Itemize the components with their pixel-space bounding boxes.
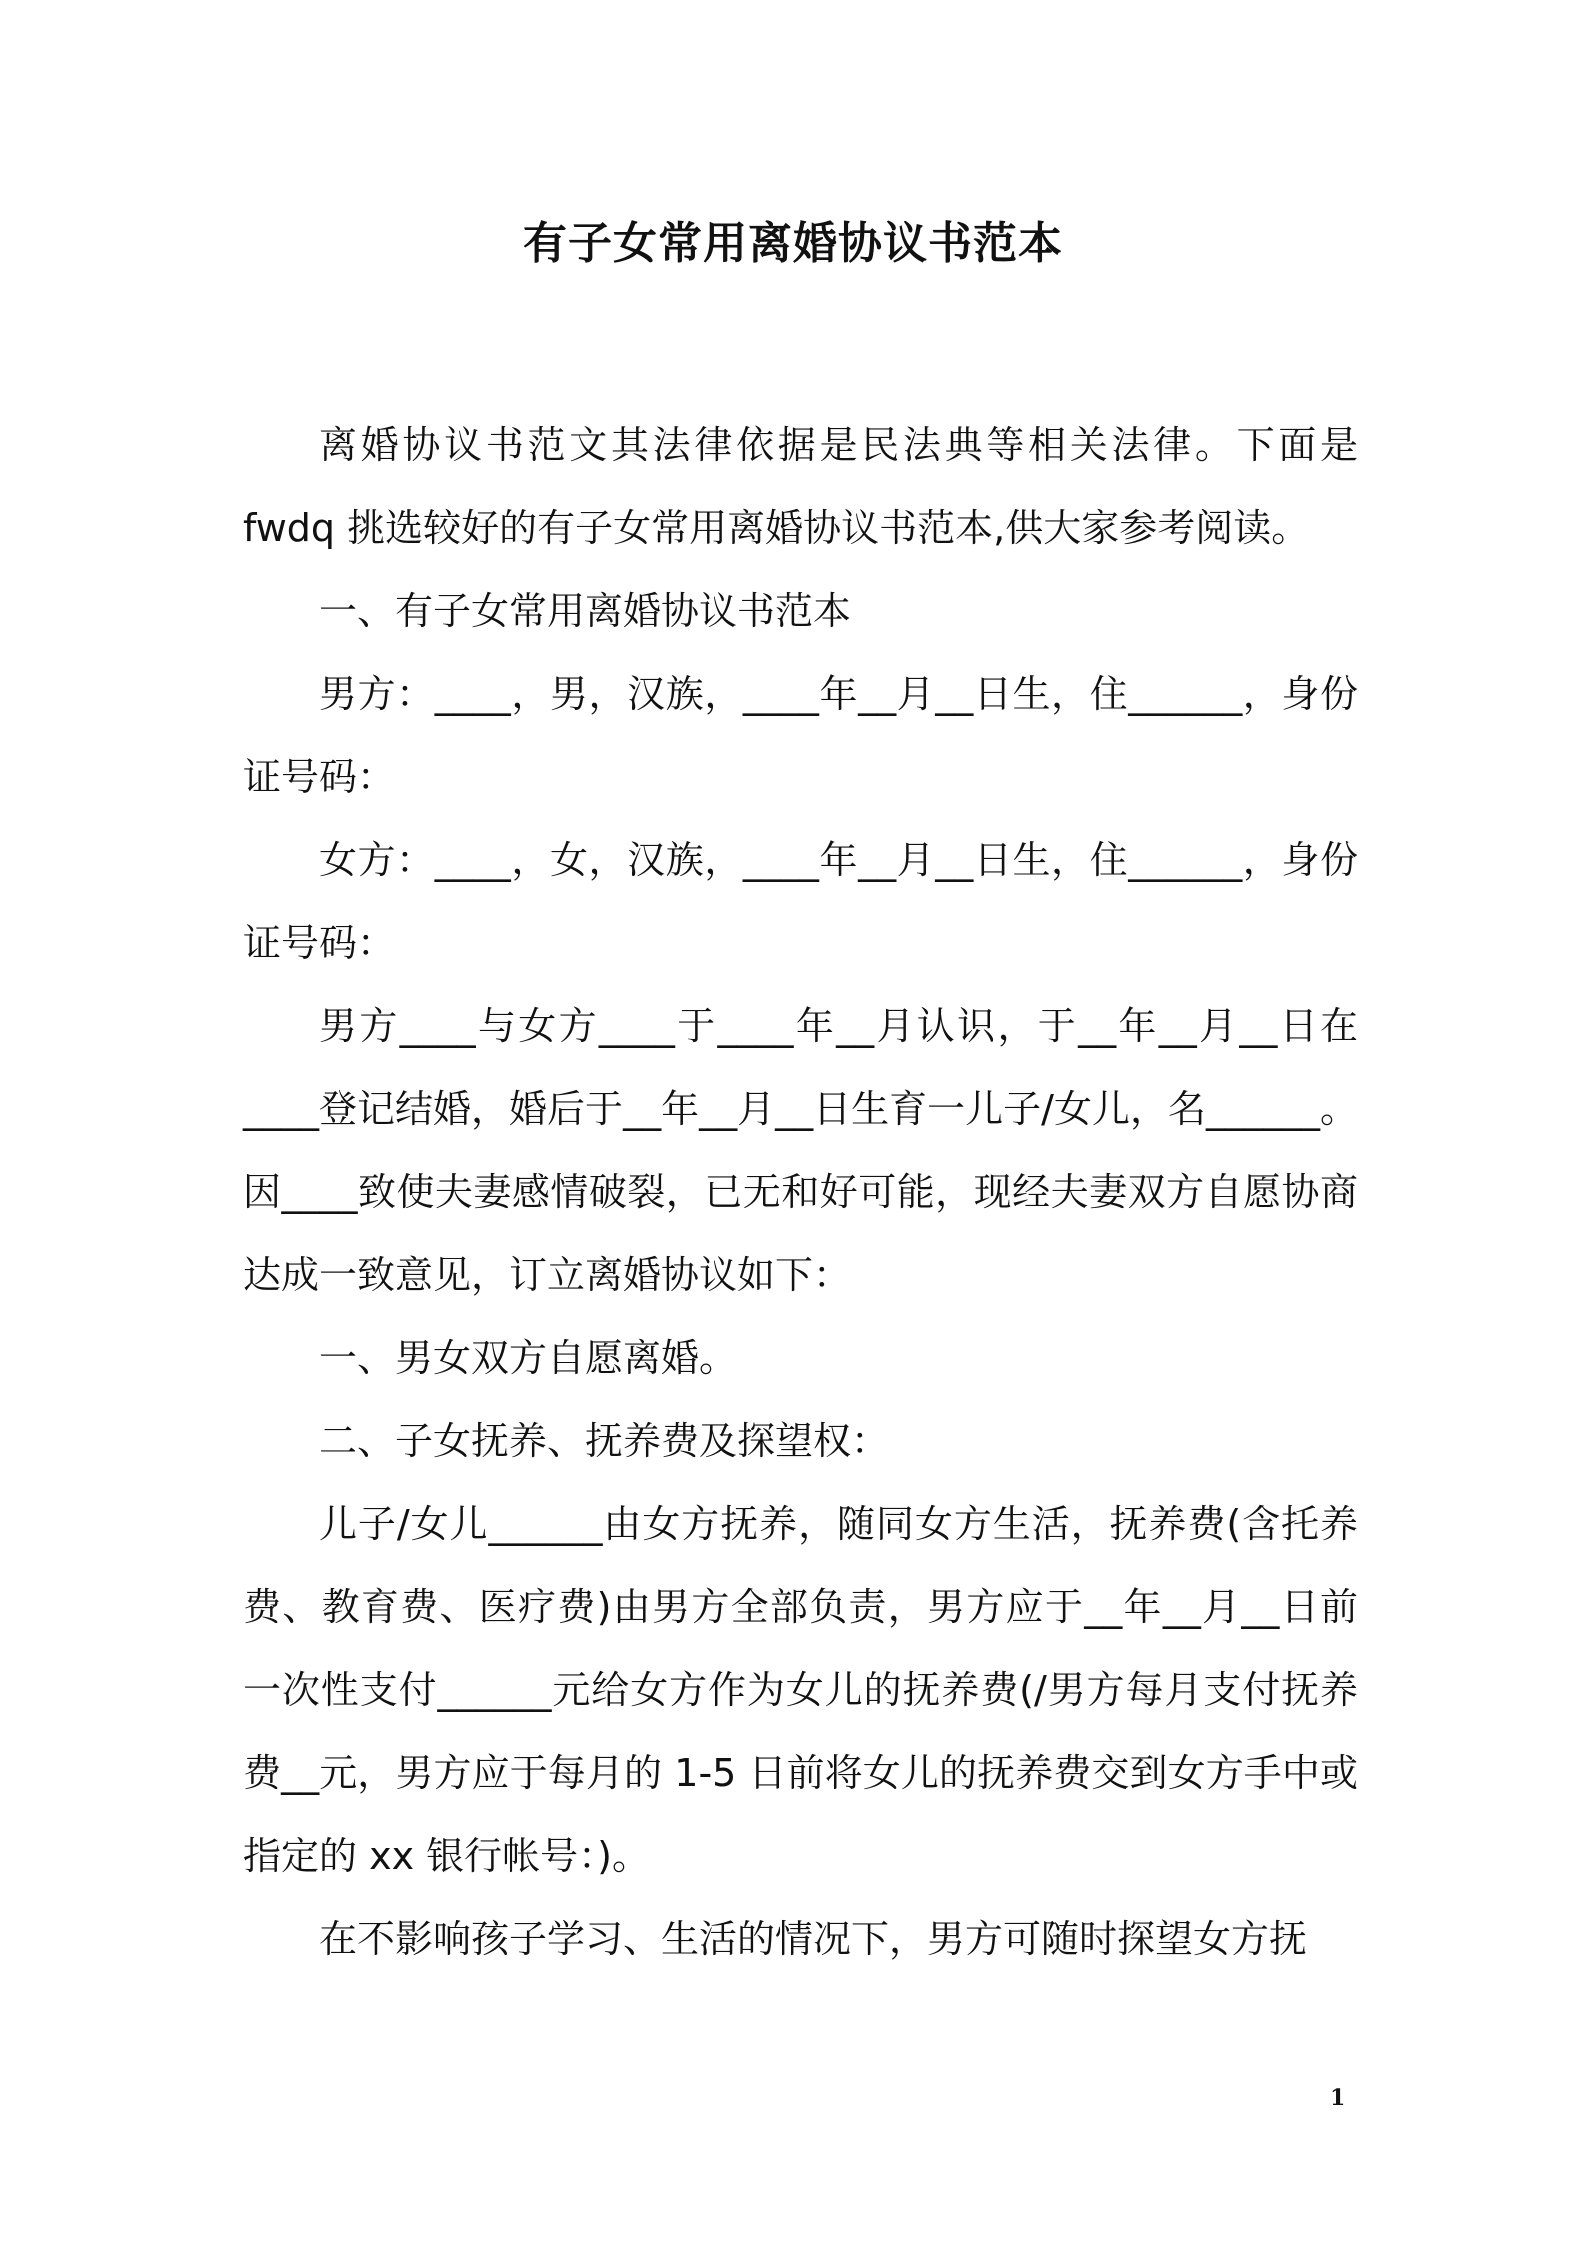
document-title: 有子女常用离婚协议书范本 <box>523 218 1063 269</box>
paragraph-wife-info: 女方：____，女，汉族，____年__月__日生，住______，身份证号码： <box>243 838 1358 965</box>
page-number: 1 <box>1330 2085 1346 2111</box>
paragraph-intro: 离婚协议书范文其法律依据是民法典等相关法律。下面是fwdq 挑选较好的有子女常用离婚协议书范本,供大家参考阅读。 <box>243 423 1358 550</box>
paragraph-clause-one: 一、男女双方自愿离婚。 <box>319 1336 738 1380</box>
paragraph-clause-two-heading: 二、子女抚养、抚养费及探望权： <box>319 1419 890 1463</box>
paragraph-marriage-background: 男方____与女方____于____年__月认识，于__年__月__日在____登记结婚，婚后于__年__月__日生育一儿子/女儿，名______。因____致使夫妻感情破裂，已无和好可能，现经夫妻双方自愿协商达成一致意见，订立离婚协议如下： <box>243 1004 1358 1297</box>
paragraph-child-support: 儿子/女儿______由女方抚养，随同女方生活，抚养费(含托养费、教育费、医疗费)由男方全部负责，男方应于__年__月__日前一次性支付______元给女方作为女儿的抚养费(/男方每月支付抚养费__元，男方应于每月的 1-5 日前将女儿的抚养费交到女方手中或指定的 xx 银行帐号：)。 <box>243 1502 1358 1878</box>
paragraph-section-heading: 一、有子女常用离婚协议书范本 <box>319 589 852 633</box>
document-body <box>243 404 1358 1981</box>
paragraph-husband-info: 男方：____，男，汉族，____年__月__日生，住______，身份证号码： <box>243 672 1358 799</box>
paragraph-visitation: 在不影响孩子学习、生活的情况下，男方可随时探望女方抚 <box>319 1917 1308 1961</box>
